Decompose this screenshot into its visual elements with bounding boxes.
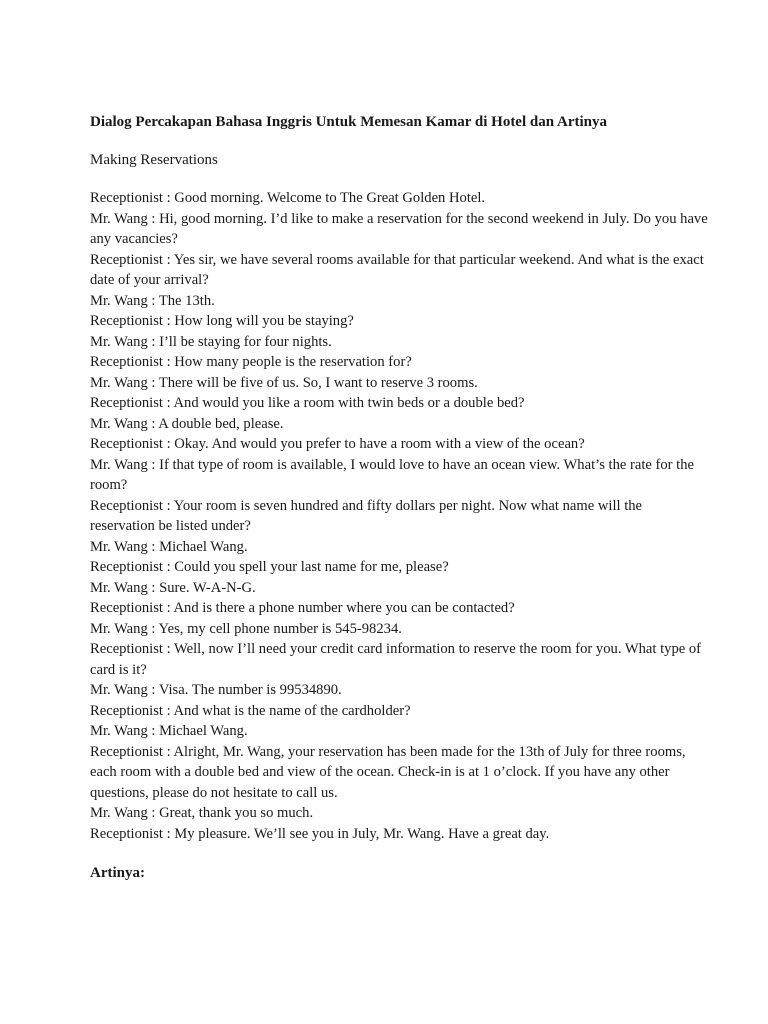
dialog-line: Receptionist : Good morning. Welcome to The Great Golden Hotel. <box>90 190 486 206</box>
dialog-line: Mr. Wang : There will be five of us. So, I want to reserve 3 rooms. <box>90 374 478 391</box>
dialog-line: Receptionist : How long will you be staying? <box>90 313 354 329</box>
dialog-line: Mr. Wang : If that type of room is available, I would love to have an ocean view. What’s the rate for the room? <box>90 456 695 493</box>
dialog-line: Mr. Wang : Great, thank you so much. <box>90 805 314 821</box>
dialog-line: Receptionist : And is there a phone number where you can be contacted? <box>90 600 515 616</box>
dialog-transcript <box>90 188 708 844</box>
dialog-line: Mr. Wang : Yes, my cell phone number is 545-98234. <box>90 620 402 637</box>
dialog-line: Receptionist : Your room is seven hundred and fifty dollars per night. Now what name will the reservation be listed under? <box>90 497 643 534</box>
section-heading: Making Reservations <box>90 152 218 168</box>
dialog-line: Receptionist : And would you like a room with twin beds or a double bed? <box>90 395 525 411</box>
dialog-line: Mr. Wang : A double bed, please. <box>90 415 284 432</box>
dialog-line: Mr. Wang : The 13th. <box>90 292 215 309</box>
dialog-line: Mr. Wang : Michael Wang. <box>90 723 248 739</box>
dialog-line: Receptionist : Could you spell your last name for me, please? <box>90 559 449 575</box>
dialog-line: Receptionist : Yes sir, we have several rooms available for that particular weekend. And what is the exact date of your arrival? <box>90 251 704 288</box>
dialog-line: Mr. Wang : I’ll be staying for four nights. <box>90 333 332 350</box>
dialog-line: Mr. Wang : Michael Wang. <box>90 538 248 555</box>
dialog-line: Receptionist : Okay. And would you prefer to have a room with a view of the ocean? <box>90 436 585 452</box>
artinya-heading: Artinya: <box>90 865 145 881</box>
dialog-line: Receptionist : How many people is the reservation for? <box>90 354 412 370</box>
document-title: Dialog Percakapan Bahasa Inggris Untuk Memesan Kamar di Hotel dan Artinya <box>90 114 607 130</box>
dialog-line: Receptionist : And what is the name of the cardholder? <box>90 702 411 719</box>
dialog-line: Receptionist : Well, now I’ll need your credit card information to reserve the room for you. What type of card is it? <box>90 641 702 678</box>
dialog-line: Receptionist : My pleasure. We’ll see you in July, Mr. Wang. Have a great day. <box>90 825 550 842</box>
dialog-line: Receptionist : Alright, Mr. Wang, your reservation has been made for the 13th of July for three rooms, each room with a double bed and view of the ocean. Check-in is at 1 o’clock. If you have any other questions, please do not hesitate to call us. <box>90 743 686 801</box>
dialog-line: Mr. Wang : Sure. W-A-N-G. <box>90 579 256 596</box>
dialog-line: Mr. Wang : Visa. The number is 99534890. <box>90 682 342 698</box>
dialog-line: Mr. Wang : Hi, good morning. I’d like to make a reservation for the second weekend in July. Do you have any vacancies? <box>90 210 708 247</box>
